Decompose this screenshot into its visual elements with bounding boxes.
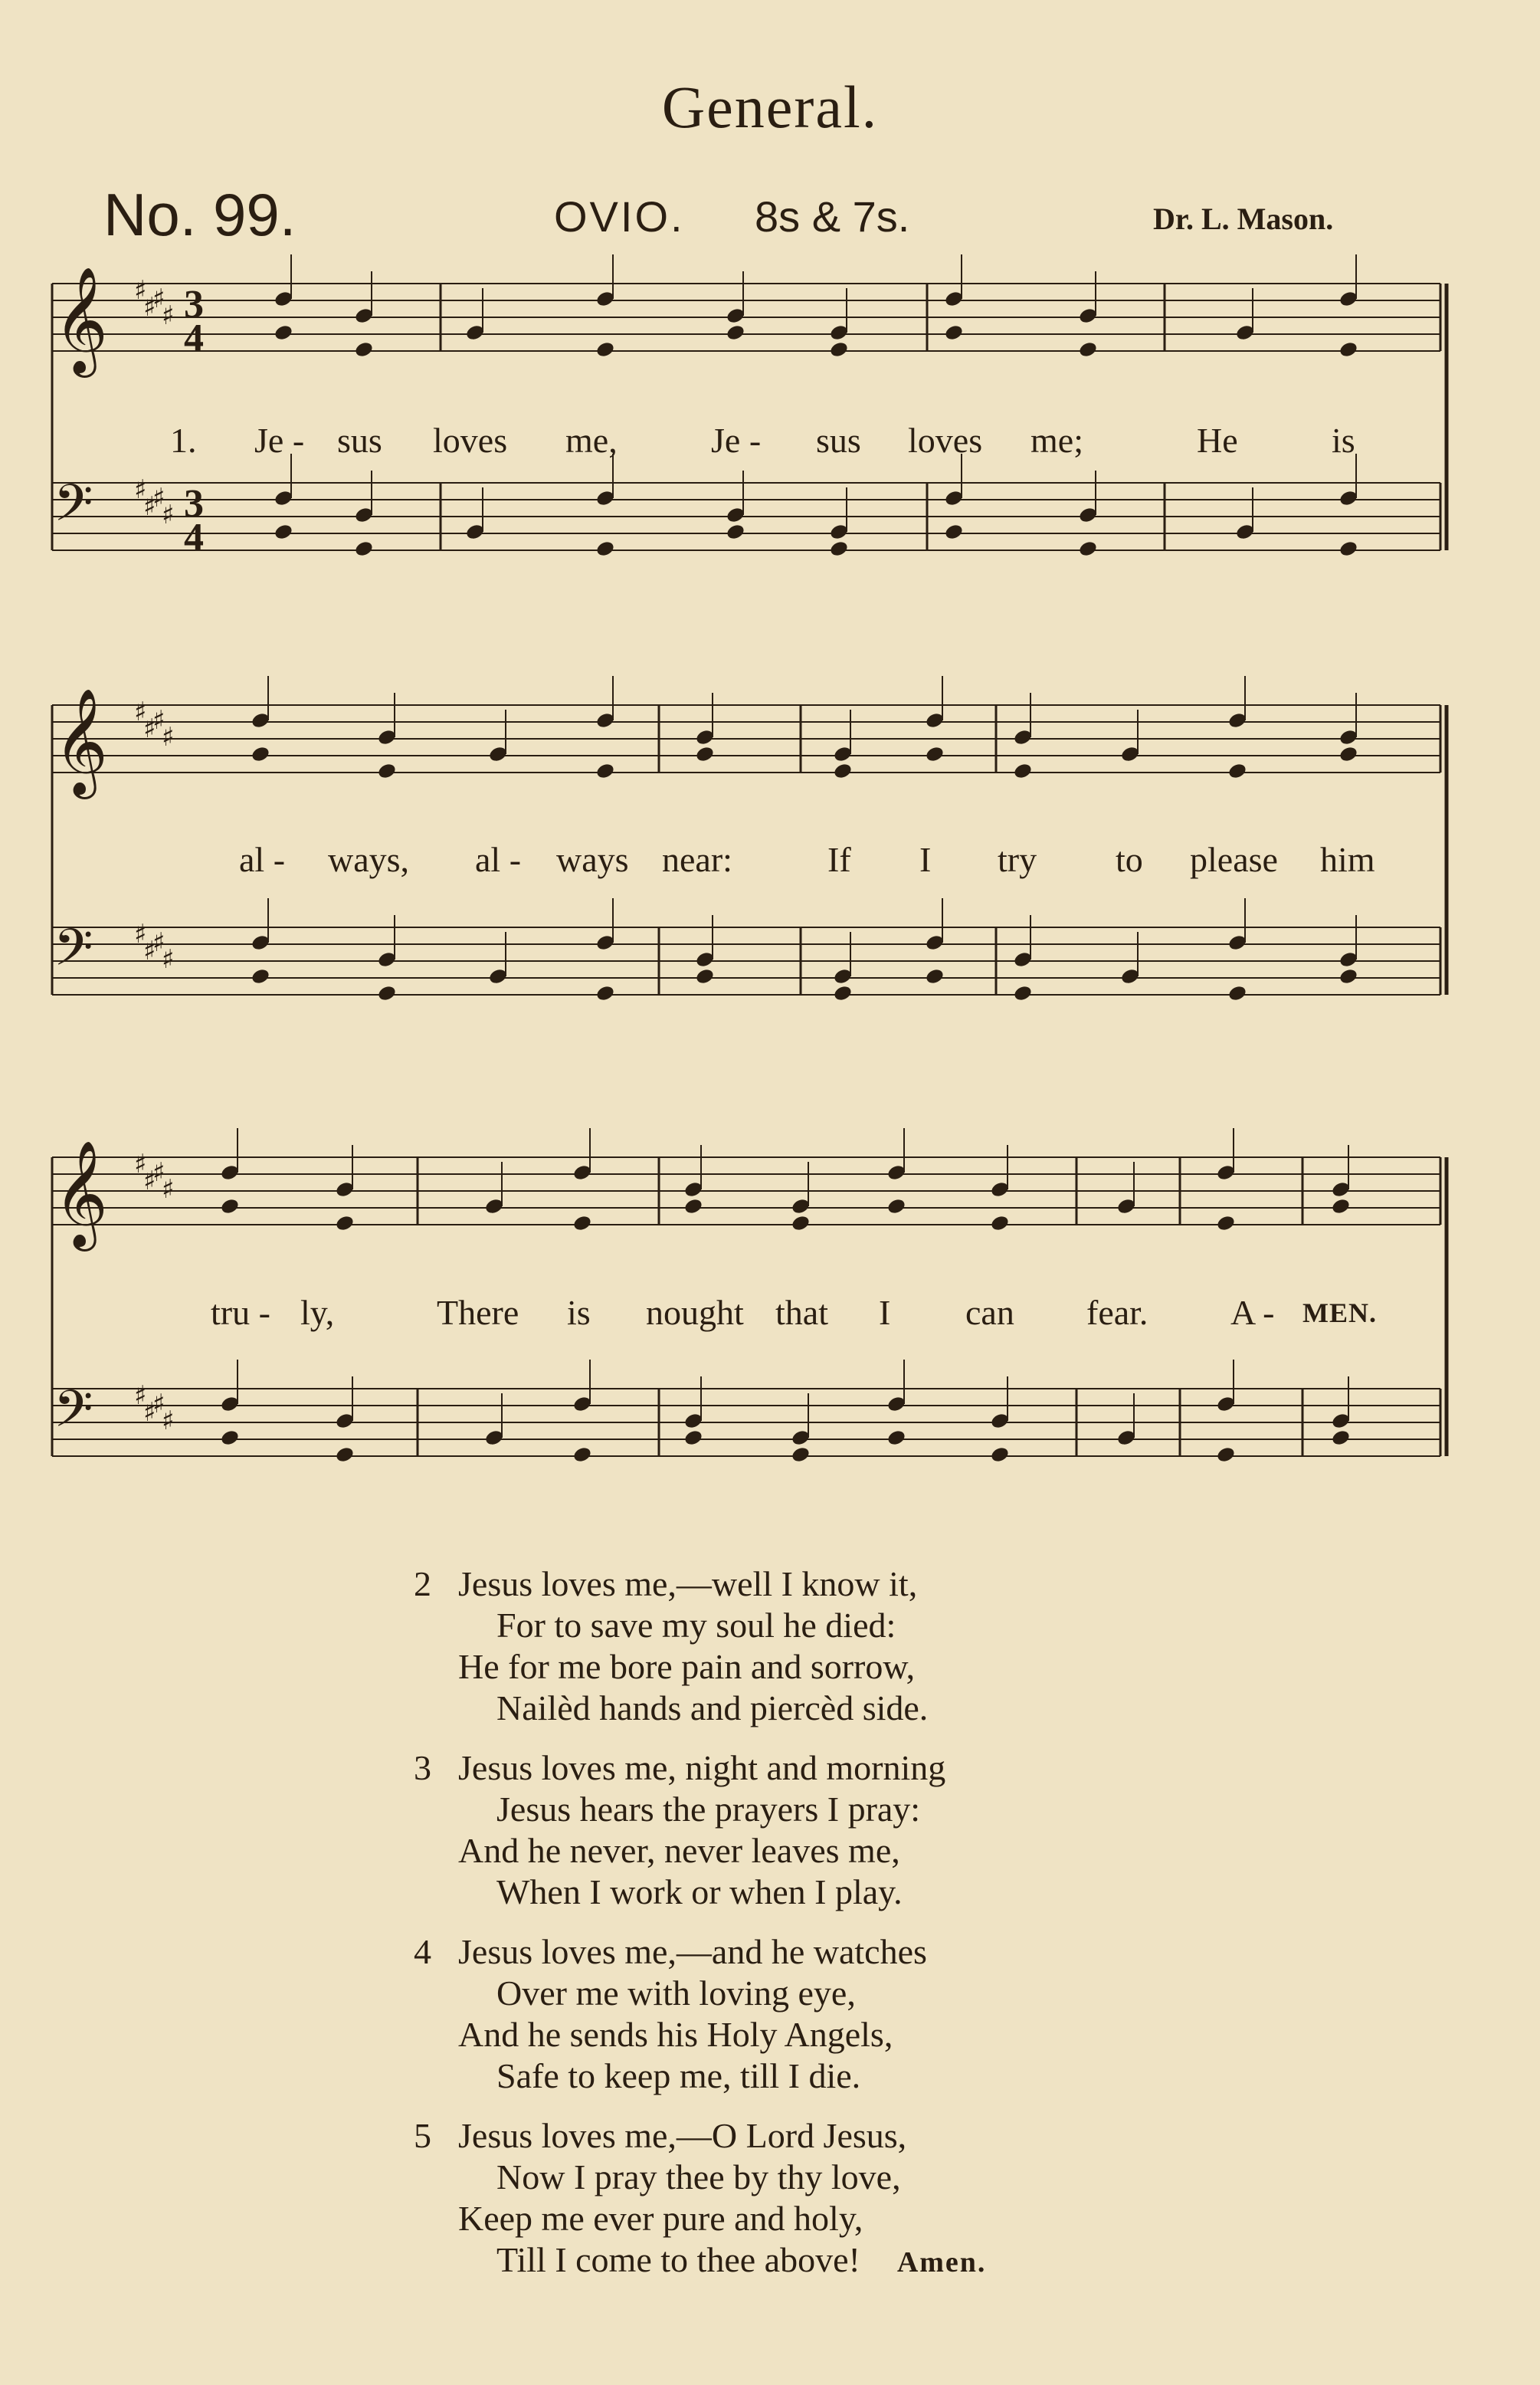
lyric: If: [827, 840, 851, 879]
note-head: [1078, 340, 1099, 359]
note-head: [1078, 540, 1099, 558]
stanza-number: 5: [414, 2116, 431, 2155]
stanza-line: Jesus hears the prayers I pray:: [496, 1790, 921, 1829]
note-head: [829, 340, 850, 359]
sharp-icon: ♯: [134, 919, 147, 950]
note-head: [829, 540, 850, 558]
lyric: is: [1332, 421, 1355, 460]
note-head: [695, 745, 716, 763]
sharp-icon: ♯: [143, 714, 156, 744]
lyric: is: [567, 1293, 591, 1332]
lyric: loves: [908, 421, 983, 460]
note-head: [886, 1429, 907, 1447]
sharp-icon: ♯: [134, 697, 147, 727]
lyric: ways: [556, 840, 629, 879]
note-head: [944, 323, 965, 342]
lyric: MEN.: [1302, 1297, 1377, 1328]
note-head: [1013, 762, 1034, 780]
note-head: [377, 762, 398, 780]
note-head: [1216, 1445, 1237, 1464]
stanza-5: [414, 2115, 986, 2283]
note-head: [274, 523, 294, 541]
note-head: [1338, 340, 1359, 359]
lyric: loves: [433, 421, 508, 460]
bass-clef-icon: 𝄢: [54, 474, 93, 545]
treble-clef-icon: 𝄞: [54, 688, 108, 795]
note-head: [1227, 762, 1248, 780]
lyric: please: [1190, 840, 1278, 879]
stanza-line: Keep me ever pure and holy,: [458, 2199, 863, 2238]
stanza-line: Over me with loving eye,: [496, 1973, 856, 2013]
lyric: He: [1197, 421, 1238, 460]
note-head: [1013, 984, 1034, 1002]
lyric: 1.: [170, 421, 197, 460]
sharp-icon: ♯: [134, 1380, 147, 1411]
note-head: [595, 340, 616, 359]
lyric: sus: [816, 421, 861, 460]
note-head: [726, 323, 746, 342]
note-head: [990, 1445, 1011, 1464]
note-head: [1338, 540, 1359, 558]
lyric: I: [879, 1293, 891, 1332]
music-system-2: [0, 674, 1540, 1088]
stanza-3: [414, 1747, 945, 1913]
lyric: Je -: [711, 421, 762, 460]
note-head: [1216, 1214, 1237, 1232]
lyric: sus: [337, 421, 382, 460]
lyric: that: [775, 1293, 828, 1332]
note-head: [1331, 1429, 1352, 1447]
sharp-icon: ♯: [134, 1149, 147, 1179]
sharp-icon: ♯: [152, 927, 165, 958]
stanza-line: Jesus loves me,—and he watches: [458, 1932, 927, 1971]
lyric: A -: [1230, 1293, 1275, 1332]
tune-name: OVIO.: [554, 192, 685, 241]
sharp-icon: ♯: [162, 300, 175, 331]
note-head: [595, 540, 616, 558]
lyric: nought: [646, 1293, 744, 1332]
lyric: try: [998, 840, 1037, 879]
sharp-icon: ♯: [143, 936, 156, 966]
amen-label: Amen.: [896, 2246, 987, 2278]
lyric: fear.: [1086, 1293, 1148, 1332]
note-head: [925, 745, 945, 763]
sharp-icon: ♯: [143, 491, 156, 522]
note-head: [354, 540, 375, 558]
sharp-icon: ♯: [152, 284, 165, 314]
sharp-icon: ♯: [162, 1406, 175, 1436]
time-signature-denominator: 4: [184, 516, 204, 559]
stanza-4: [414, 1931, 927, 2097]
lyric: can: [965, 1293, 1014, 1332]
stanza-line: Safe to keep me, till I die.: [496, 2056, 861, 2095]
lyric: me,: [565, 421, 618, 460]
stanza-line: For to save my soul he died:: [496, 1606, 896, 1645]
note-head: [791, 1214, 811, 1232]
time-signature-numerator: 3: [184, 482, 204, 526]
stanza-line: And he sends his Holy Angels,: [458, 2015, 893, 2054]
lyric: him: [1320, 840, 1375, 879]
stanza-line: He for me bore pain and sorrow,: [458, 1647, 916, 1686]
stanza-line: Till I come to thee above!: [496, 2240, 860, 2279]
note-head: [925, 967, 945, 986]
sharp-icon: ♯: [162, 722, 175, 753]
note-head: [251, 967, 271, 986]
note-head: [595, 762, 616, 780]
time-signature-numerator: 3: [184, 283, 204, 326]
note-head: [990, 1214, 1011, 1232]
music-system-1: [0, 253, 1540, 636]
note-head: [377, 984, 398, 1002]
lyric: me;: [1030, 421, 1083, 460]
lyric: tru -: [211, 1293, 270, 1332]
sharp-icon: ♯: [162, 1174, 175, 1205]
sharp-icon: ♯: [152, 1157, 165, 1188]
staff-svg: [0, 674, 1540, 1088]
music-system-3: [0, 1111, 1540, 1540]
stanza-number: 4: [414, 1932, 431, 1971]
sharp-icon: ♯: [143, 1166, 156, 1196]
sharp-icon: ♯: [143, 1397, 156, 1428]
sharp-icon: ♯: [152, 483, 165, 513]
treble-clef-icon: 𝄞: [54, 1140, 108, 1247]
stanza-line: Jesus loves me,—well I know it,: [458, 1564, 918, 1603]
stanza-line: When I work or when I play.: [496, 1872, 903, 1911]
meter: 8s & 7s.: [755, 192, 910, 241]
lyric: ly,: [300, 1293, 335, 1332]
treble-clef-icon: 𝄞: [54, 267, 108, 373]
lyric: al -: [475, 840, 522, 879]
note-head: [274, 323, 294, 342]
sharp-icon: ♯: [162, 500, 175, 530]
composer-credit: Dr. L. Mason.: [1153, 202, 1334, 236]
note-head: [220, 1429, 241, 1447]
sharp-icon: ♯: [152, 705, 165, 736]
note-head: [833, 762, 854, 780]
note-head: [695, 967, 716, 986]
note-head: [220, 1197, 241, 1215]
note-head: [1338, 745, 1359, 763]
lyric: to: [1116, 840, 1143, 879]
hymn-number: No. 99.: [103, 181, 297, 248]
lyric: near:: [662, 840, 732, 879]
sharp-icon: ♯: [134, 275, 147, 306]
bass-clef-icon: 𝄢: [54, 1379, 93, 1451]
sharp-icon: ♯: [143, 292, 156, 323]
note-head: [1331, 1197, 1352, 1215]
lyric: ways,: [328, 840, 410, 879]
note-head: [886, 1197, 907, 1215]
sharp-icon: ♯: [162, 944, 175, 975]
note-head: [335, 1214, 356, 1232]
lyric: I: [919, 840, 932, 879]
stanza-2: [414, 1563, 928, 1729]
page-title: General.: [661, 74, 879, 140]
note-head: [944, 523, 965, 541]
lyric: al -: [239, 840, 286, 879]
bass-clef-icon: 𝄢: [54, 918, 93, 989]
sharp-icon: ♯: [152, 1389, 165, 1419]
note-head: [572, 1214, 593, 1232]
note-head: [354, 340, 375, 359]
stanza-line: Nailèd hands and piercèd side.: [496, 1688, 929, 1727]
lyric: There: [437, 1293, 519, 1332]
stanza-number: 3: [414, 1748, 431, 1787]
note-head: [726, 523, 746, 541]
stanza-line: Jesus loves me,—O Lord Jesus,: [458, 2116, 907, 2155]
sharp-icon: ♯: [134, 474, 147, 505]
time-signature-denominator: 4: [184, 317, 204, 360]
lyric: Je -: [254, 421, 305, 460]
stanza-line: And he never, never leaves me,: [458, 1831, 900, 1870]
staff-svg: [0, 253, 1540, 636]
stanza-line: Jesus loves me, night and morning: [458, 1748, 946, 1787]
note-head: [683, 1429, 704, 1447]
note-head: [572, 1445, 593, 1464]
note-head: [335, 1445, 356, 1464]
note-head: [595, 984, 616, 1002]
stanza-number: 2: [414, 1564, 431, 1603]
stanza-line: Now I pray thee by thy love,: [496, 2157, 901, 2196]
note-head: [1338, 967, 1359, 986]
note-head: [833, 984, 854, 1002]
note-head: [791, 1445, 811, 1464]
note-head: [251, 745, 271, 763]
note-head: [683, 1197, 704, 1215]
note-head: [1227, 984, 1248, 1002]
